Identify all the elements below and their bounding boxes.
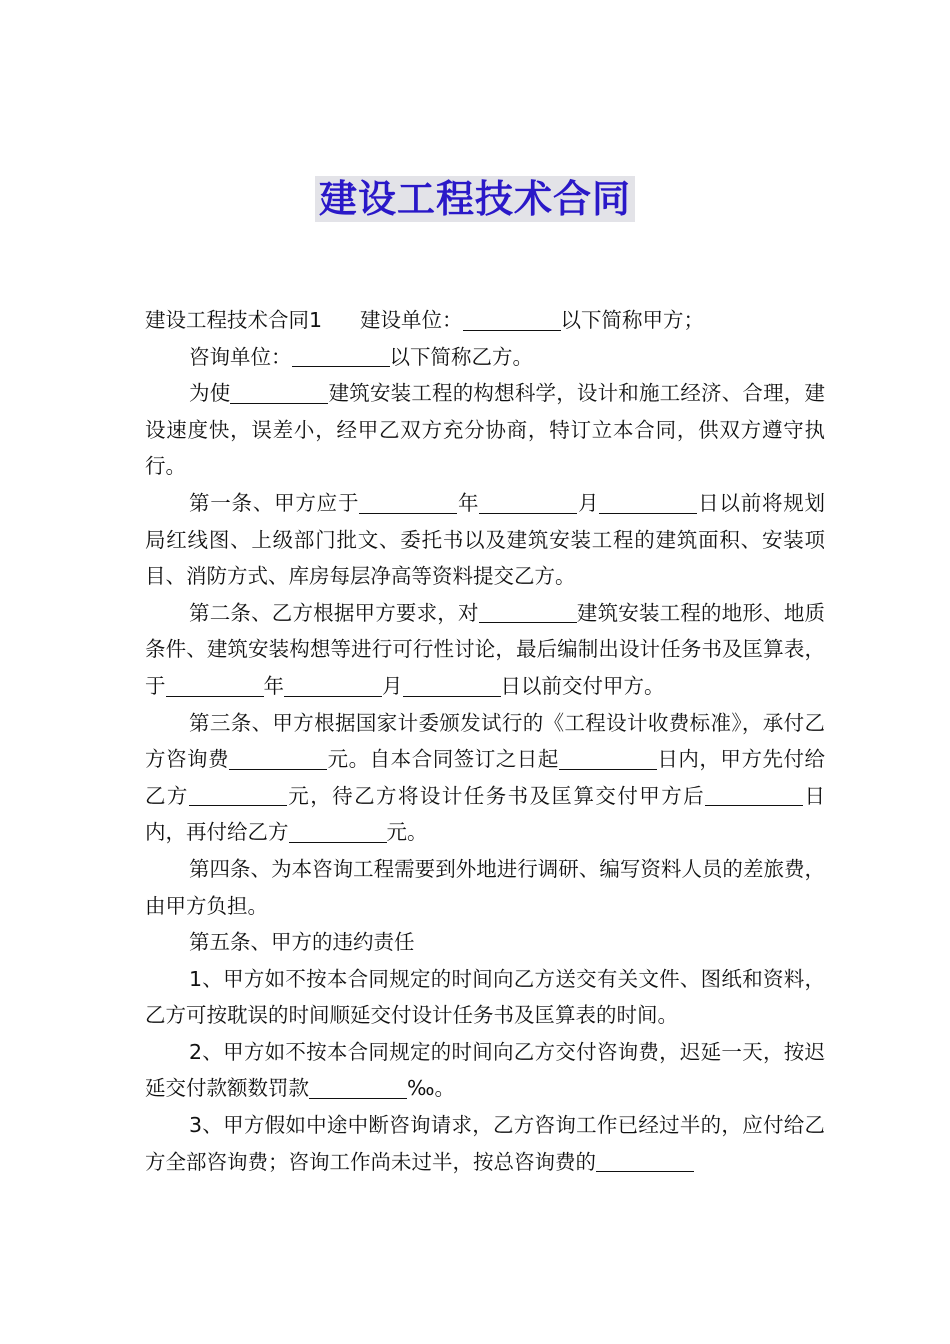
purpose-text: 建筑安装工程的构想科学，设计和施工经济、合理，建设速度快，误差小，经甲乙双方充分协商，特订立本合同，供双方遵守执行。	[145, 381, 826, 479]
blank-line	[596, 1150, 694, 1173]
year-label: 年	[457, 490, 480, 515]
year-label: 年	[263, 673, 284, 698]
article-1-start: 第一条、甲方应于	[189, 490, 360, 515]
clause-1-text: 1、甲方如不按本合同规定的时间向乙方送交有关文件、图纸和资料，乙方可按耽误的时间顺延交付设计任务书及匡算表的时间。	[145, 966, 825, 1028]
clause-2-text: 2、甲方如不按本合同规定的时间向乙方交付咨询费，迟延一天，按迟延交付款额数罚款	[145, 1039, 825, 1101]
blank-line	[463, 308, 561, 331]
paragraph-parties-b	[145, 339, 825, 376]
blank-line	[599, 491, 697, 514]
paragraph-clause-2	[145, 1034, 825, 1107]
blank-line	[229, 747, 327, 770]
blank-line	[309, 1077, 407, 1100]
blank-line	[166, 674, 264, 697]
paragraph-article-4	[145, 851, 825, 924]
contract-heading: 建设工程技术合同	[145, 308, 309, 332]
blank-line	[230, 381, 328, 404]
article-5-heading: 第五条、甲方的违约责任	[189, 930, 415, 955]
article-3-text-d: 元，待乙方将设计任务书及匡算交付甲方后	[286, 783, 706, 808]
construction-unit-label: 建设单位：	[360, 308, 463, 332]
article-1-text: 日以前将规划局红线图、上级部门批文、委托书以及建筑安装工程的建筑面积、安装项目、消防方式、库房每层净高等资料提交乙方。	[145, 490, 826, 589]
party-b-note: 以下简称乙方。	[389, 344, 533, 369]
blank-line	[705, 784, 803, 807]
paragraph-article-2	[145, 595, 825, 705]
article-3-end: 元。	[386, 820, 428, 845]
blank-line	[559, 747, 657, 770]
article-2-start: 第二条、乙方根据甲方要求，对	[189, 600, 479, 625]
paragraph-article-1	[145, 485, 825, 595]
paragraph-clause-3	[145, 1107, 825, 1180]
blank-line	[403, 674, 501, 697]
contract-number: 1	[309, 308, 323, 332]
blank-line	[284, 674, 382, 697]
blank-line	[189, 784, 287, 807]
paragraph-article-3	[145, 705, 825, 851]
article-3-text-e: 日内，再付给乙方	[145, 783, 826, 845]
blank-line	[479, 491, 577, 514]
clause-3-text: 3、甲方假如中途中断咨询请求，乙方咨询工作已经过半的，应付给乙方全部咨询费；咨询工作尚未过半，按总咨询费的	[145, 1113, 825, 1174]
clause-2-end: ‰。	[407, 1076, 456, 1101]
blank-line	[289, 820, 387, 843]
purpose-text-start: 为使	[189, 381, 231, 406]
document-title-area	[0, 176, 950, 224]
article-2-text: 建筑安装工程的地形、地质条件、建筑安装构想等进行可行性讨论，最后编制出设计任务书及匡算表，于	[145, 600, 826, 698]
article-3-start: 第三条、甲方根据国家计委颁发试行的《工程设计收费标准》，承付乙方咨询费	[145, 710, 825, 772]
month-label: 月	[382, 673, 403, 698]
party-a-note: 以下简称甲方；	[560, 308, 705, 332]
contract-body	[145, 302, 825, 1180]
document-title: 建设工程技术合同	[315, 176, 635, 222]
paragraph-purpose	[145, 375, 825, 485]
paragraph-article-5	[145, 924, 825, 961]
blank-line	[359, 491, 457, 514]
paragraph-clause-1	[145, 961, 825, 1034]
consulting-unit-label: 咨询单位：	[189, 344, 292, 369]
article-3-text-c: 日内，甲方先付给乙方	[145, 747, 826, 808]
article-3-text-b: 元。自本合同签订之日起	[327, 747, 559, 772]
article-4-text: 第四条、为本咨询工程需要到外地进行调研、编写资料人员的差旅费，由甲方负担。	[145, 856, 825, 918]
article-2-end: 日以前交付甲方。	[500, 673, 665, 698]
blank-line	[479, 601, 577, 624]
month-label: 月	[577, 490, 600, 515]
blank-line	[292, 345, 390, 368]
paragraph-parties-a	[145, 302, 825, 339]
